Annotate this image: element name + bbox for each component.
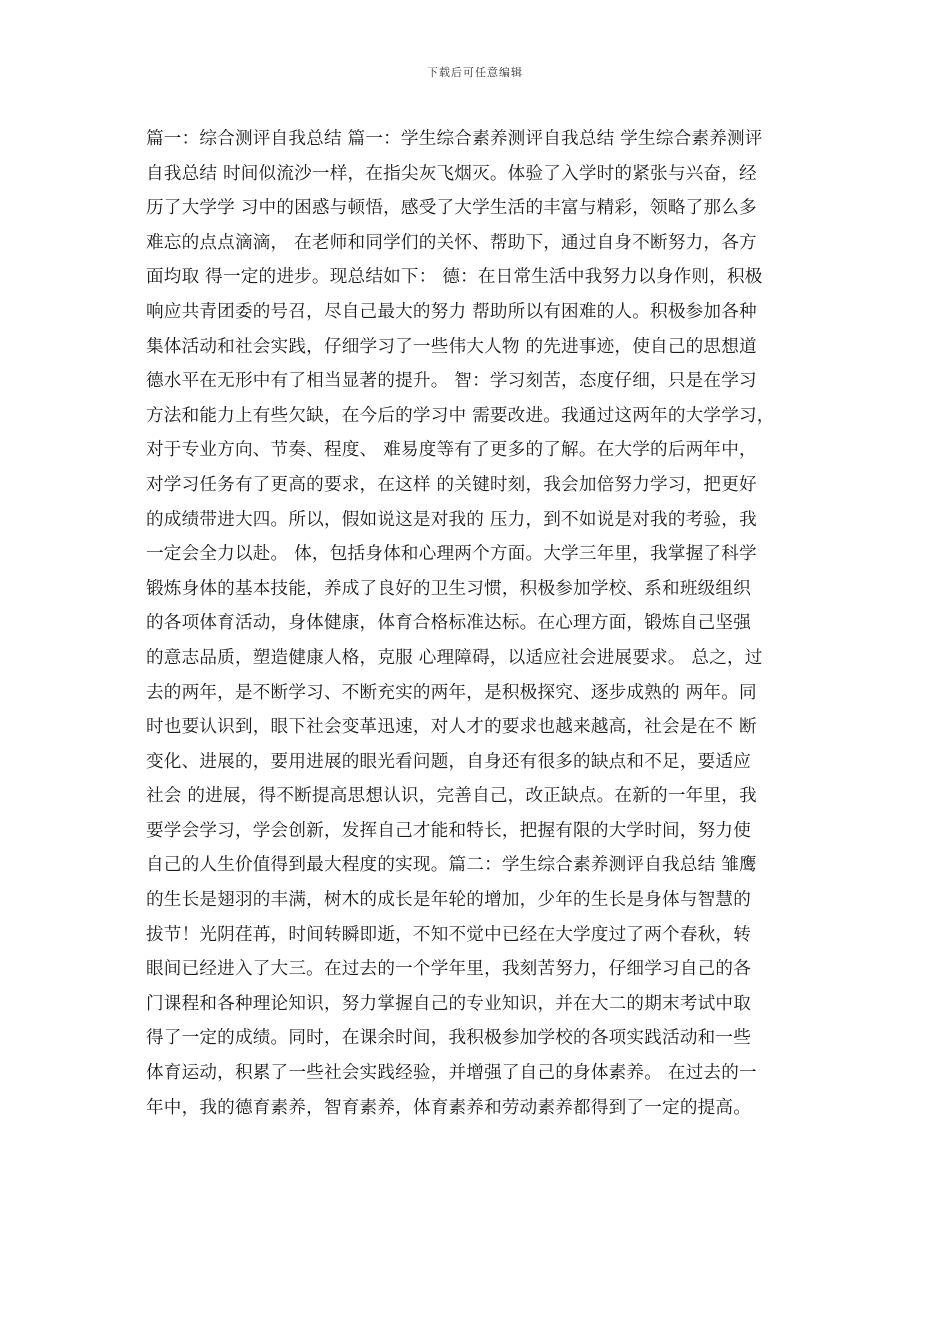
body-line: 要学会学习，学会创新，发挥自己才能和特长，把握有限的大学时间，努力使 (146, 820, 751, 841)
body-line: 篇一：综合测评自我总结 篇一：学生综合素养测评自我总结 学生综合素养测评 (146, 129, 763, 149)
body-line: 锻炼身体的基本技能，养成了良好的卫生习惯，积极参加学校、系和班级组织 (146, 578, 751, 599)
body-line: 体育运动，积累了一些社会实践经验，并增强了自己的身体素养。 在过去的一 (146, 1063, 757, 1084)
body-line: 对学习任务有了更高的要求，在这样 的关键时刻，我会加倍努力学习，把更好 (146, 474, 757, 495)
body-line: 的意志品质，塑造健康人格，克服 心理障碍，以适应社会进展要求。 总之，过 (146, 647, 763, 668)
body-line: 去的两年，是不断学习、不断充实的两年，是积极探究、逐步成熟的 两年。同 (146, 682, 757, 703)
document-body (146, 122, 775, 1125)
body-line: 时也要认识到，眼下社会变革迅速，对人才的要求也越来越高，社会是在不 断 (146, 717, 757, 738)
body-line: 得了一定的成绩。同时，在课余时间，我积极参加学校的各项实践活动和一些 (146, 1028, 751, 1049)
body-line: 响应共青团委的号召，尽自己最大的努力 帮助所以有困难的人。积极参加各种 (146, 301, 757, 322)
body-line: 一定会全力以赴。 体，包括身体和心理两个方面。大学三年里，我掌握了科学 (146, 544, 757, 565)
body-line: 集体活动和社会实践，仔细学习了一些伟大人物 的先进事迹，使自己的思想道 (146, 336, 757, 357)
body-line: 方法和能力上有些欠缺，在今后的学习中 需要改进。我通过这两年的大学学习， (146, 405, 775, 426)
body-line: 面均取 得一定的进步。现总结如下： 德：在日常生活中我努力以身作则，积极 (146, 267, 763, 288)
body-line: 自己的人生价值得到最大程度的实现。篇二：学生综合素养测评自我总结 雏鹰 (146, 855, 757, 876)
body-line: 的成绩带进大四。所以，假如说这是对我的 压力，到不如说是对我的考验，我 (146, 509, 757, 530)
body-line: 的生长是翅羽的丰满，树木的成长是年轮的增加，少年的生长是身体与智慧的 (146, 890, 751, 911)
body-line: 眼间已经进入了大三。在过去的一个学年里，我刻苦努力，仔细学习自己的各 (146, 959, 751, 980)
body-line: 变化、进展的，要用进展的眼光看问题，自身还有很多的缺点和不足，要适应 (146, 751, 751, 772)
body-line: 门课程和各种理论知识，努力掌握自己的专业知识，并在大二的期末考试中取 (146, 993, 751, 1014)
body-line: 自我总结 时间似流沙一样，在指尖灰飞烟灭。体验了入学时的紧张与兴奋，经 (146, 163, 757, 184)
body-line: 年中，我的德育素养，智育素养，体育素养和劳动素养都得到了一定的提高。 (146, 1097, 751, 1118)
page-header-note: 下载后可任意编辑 (427, 66, 523, 79)
body-line: 拔节！光阴荏苒，时间转瞬即逝，不知不觉中已经在大学度过了两个春秋，转 (146, 924, 751, 945)
body-line: 对于专业方向、节奏、程度、 难易度等有了更多的了解。在大学的后两年中， (146, 440, 757, 461)
body-line: 难忘的点点滴滴， 在老师和同学们的关怀、帮助下，通过自身不断努力，各方 (146, 232, 757, 253)
body-line: 历了大学学 习中的困惑与顿悟，感受了大学生活的丰富与精彩，领略了那么多 (146, 198, 757, 219)
body-line: 社会 的进展，得不断提高思想认识，完善自己，改正缺点。在新的一年里，我 (146, 786, 757, 807)
body-line: 的各项体育活动，身体健康，体育合格标准达标。在心理方面，锻炼自己坚强 (146, 613, 751, 634)
body-line: 德水平在无形中有了相当显著的提升。 智：学习刻苦，态度仔细，只是在学习 (146, 371, 757, 392)
